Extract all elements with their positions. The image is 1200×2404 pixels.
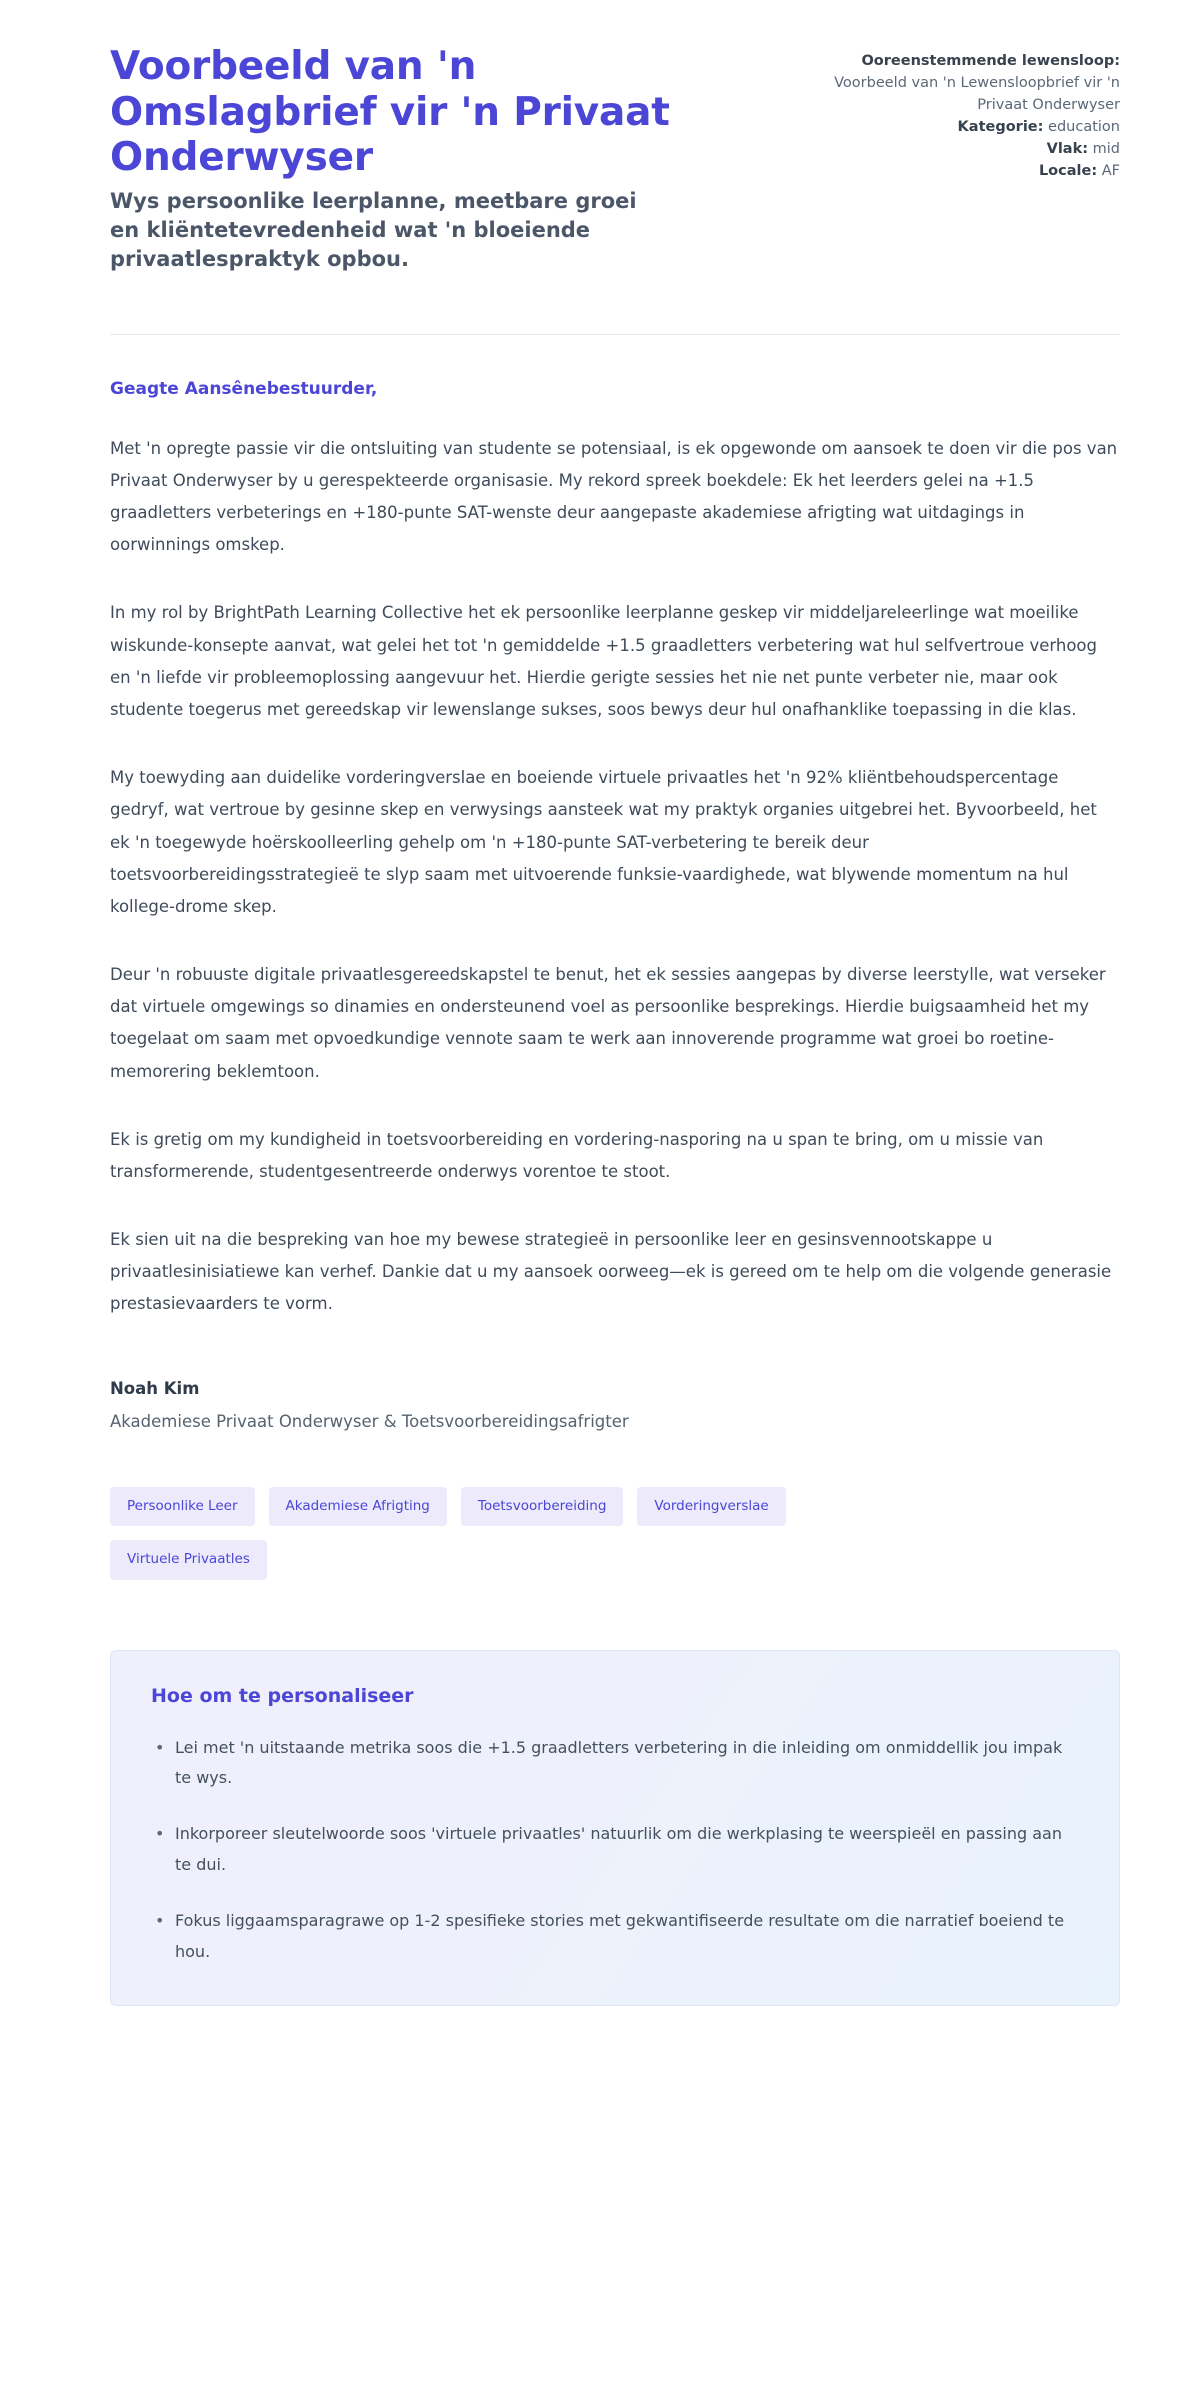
header-title-block [110,44,750,274]
metadata-level [790,138,1120,160]
tag-list [110,1487,940,1580]
metadata-matching-resume [790,50,1120,116]
personalization-callout [110,1650,1120,2006]
metadata-category [790,116,1120,138]
callout-tip-item: • Lei met 'n uitstaande metrika soos die +1.5 graadletters verbetering in die inleiding om onmiddellik jou impak te wys. [151,1733,1079,1794]
callout-tip-item: • Inkorporeer sleutelwoorde soos 'virtuele privaatles' natuurlik om die werkplasing te weerspieël en passing aan te dui. [151,1819,1079,1880]
tag-chip[interactable]: Vorderingverslae [637,1487,785,1527]
letter-salutation: Geagte Aansênebestuurder, [110,378,378,399]
metadata-locale-value: AF [1101,163,1120,180]
tag-chip[interactable]: Akademiese Afrigting [269,1487,447,1527]
metadata-matching-resume-label: Ooreenstemmende lewensloop: [861,53,1120,69]
document-header [110,44,1120,274]
callout-tip-item: • Fokus liggaamsparagrawe op 1-2 spesifieke stories met gekwantifiseerde resultate om die narratief boeiend te hou. [151,1906,1079,1967]
tag-chip[interactable]: Persoonlike Leer [110,1487,255,1527]
letter-paragraph: Deur 'n robuuste digitale privaatlesgereedskapstel te benut, het ek sessies aangepas by diverse leerstylle, wat verseker dat virtuele omgewings so dinamies en ondersteunend voel as persoonlike besprekings. Hierdie buigsaamheid het my toegelaat om saam met opvoedkundige vennote saam te werk aan innoverende programme wat groei bo roetine-memorering beklemtoon. [110,965,1106,1081]
cover-letter-body [110,335,1120,1431]
signature-role: Akademiese Privaat Onderwyser & Toetsvoorbereidingsafrigter [110,1411,629,1431]
letter-paragraph: Ek is gretig om my kundigheid in toetsvoorbereiding en vordering-nasporing na u span te bring, om u missie van transformerende, studentgesentreerde onderwys vorentoe te stoot. [110,1129,1044,1181]
metadata-category-value: education [1048,119,1120,136]
letter-paragraph: Met 'n opregte passie vir die ontsluiting van studente se potensiaal, is ek opgewonde om aansoek te doen vir die pos van Privaat Onderwyser by u gerespekteerde organisasie. My rekord spreek boekdele: Ek het leerders gelei na +1.5 graadletters verbeterings en +180-punte SAT-wenste deur aangepaste akademiese afrigting wat uitdagings in oorwinnings omskep. [110,438,1118,555]
metadata-category-label: Kategorie: [957,119,1044,136]
metadata-matching-resume-value: Voorbeeld van 'n Lewensloopbrief vir 'n Privaat Onderwyser [834,75,1120,114]
callout-tip-list [151,1733,1079,1967]
tag-chip[interactable]: Toetsvoorbereiding [461,1487,624,1527]
page-subtitle: Wys persoonlike leerplanne, meetbare groei en kliëntetevredenheid wat 'n bloeiende privaatlespraktyk opbou. [110,188,637,271]
document-metadata [790,44,1120,182]
metadata-locale-label: Locale: [1038,163,1098,180]
tag-chip[interactable]: Virtuele Privaatles [110,1540,267,1580]
signature-name: Noah Kim [110,1378,200,1398]
callout-title: Hoe om te personaliseer [151,1684,414,1707]
metadata-level-value: mid [1092,141,1120,158]
letter-signature [110,1379,1120,1431]
metadata-level-label: Vlak: [1046,141,1089,158]
metadata-locale [790,160,1120,182]
page-title: Voorbeeld van 'n Omslagbrief vir 'n Privaat Onderwyser [110,44,670,181]
letter-paragraph: My toewyding aan duidelike vorderingverslae en boeiende virtuele privaatles het 'n 92% kliëntbehoudspercentage gedryf, wat vertroue by gesinne skep en verwysings aansteek wat my praktyk organies uitgebrei het. Byvoorbeeld, het ek 'n toegewyde hoërskoolleerling gehelp om 'n +180-punte SAT-verbetering te bereik deur toetsvoorbereidingsstrategieë te slyp saam met uitvoerende funksie-vaardighede, wat blywende momentum na hul kollege-drome skep. [110,768,1097,916]
letter-paragraph: Ek sien uit na die bespreking van hoe my bewese strategieë in persoonlike leer en gesinsvennootskappe u privaatlesinisiatiewe kan verhef. Dankie dat u my aansoek oorweeg—ek is gereed om te help om die volgende generasie prestasievaarders te vorm. [110,1230,1112,1314]
letter-paragraph: In my rol by BrightPath Learning Collective het ek persoonlike leerplanne geskep vir middeljareleerlinge wat moeilike wiskunde-konsepte aanvat, wat gelei het tot 'n gemiddelde +1.5 graadletters verbetering wat hul selfvertroue verhoog en 'n liefde vir probleemoplossing aangevuur het. Hierdie gerigte sessies het nie net punte verbeter nie, maar ook studente toegerus met gereedskap vir lewenslange sukses, soos bewys deur hul onafhanklike toepassing in die klas. [110,603,1098,719]
